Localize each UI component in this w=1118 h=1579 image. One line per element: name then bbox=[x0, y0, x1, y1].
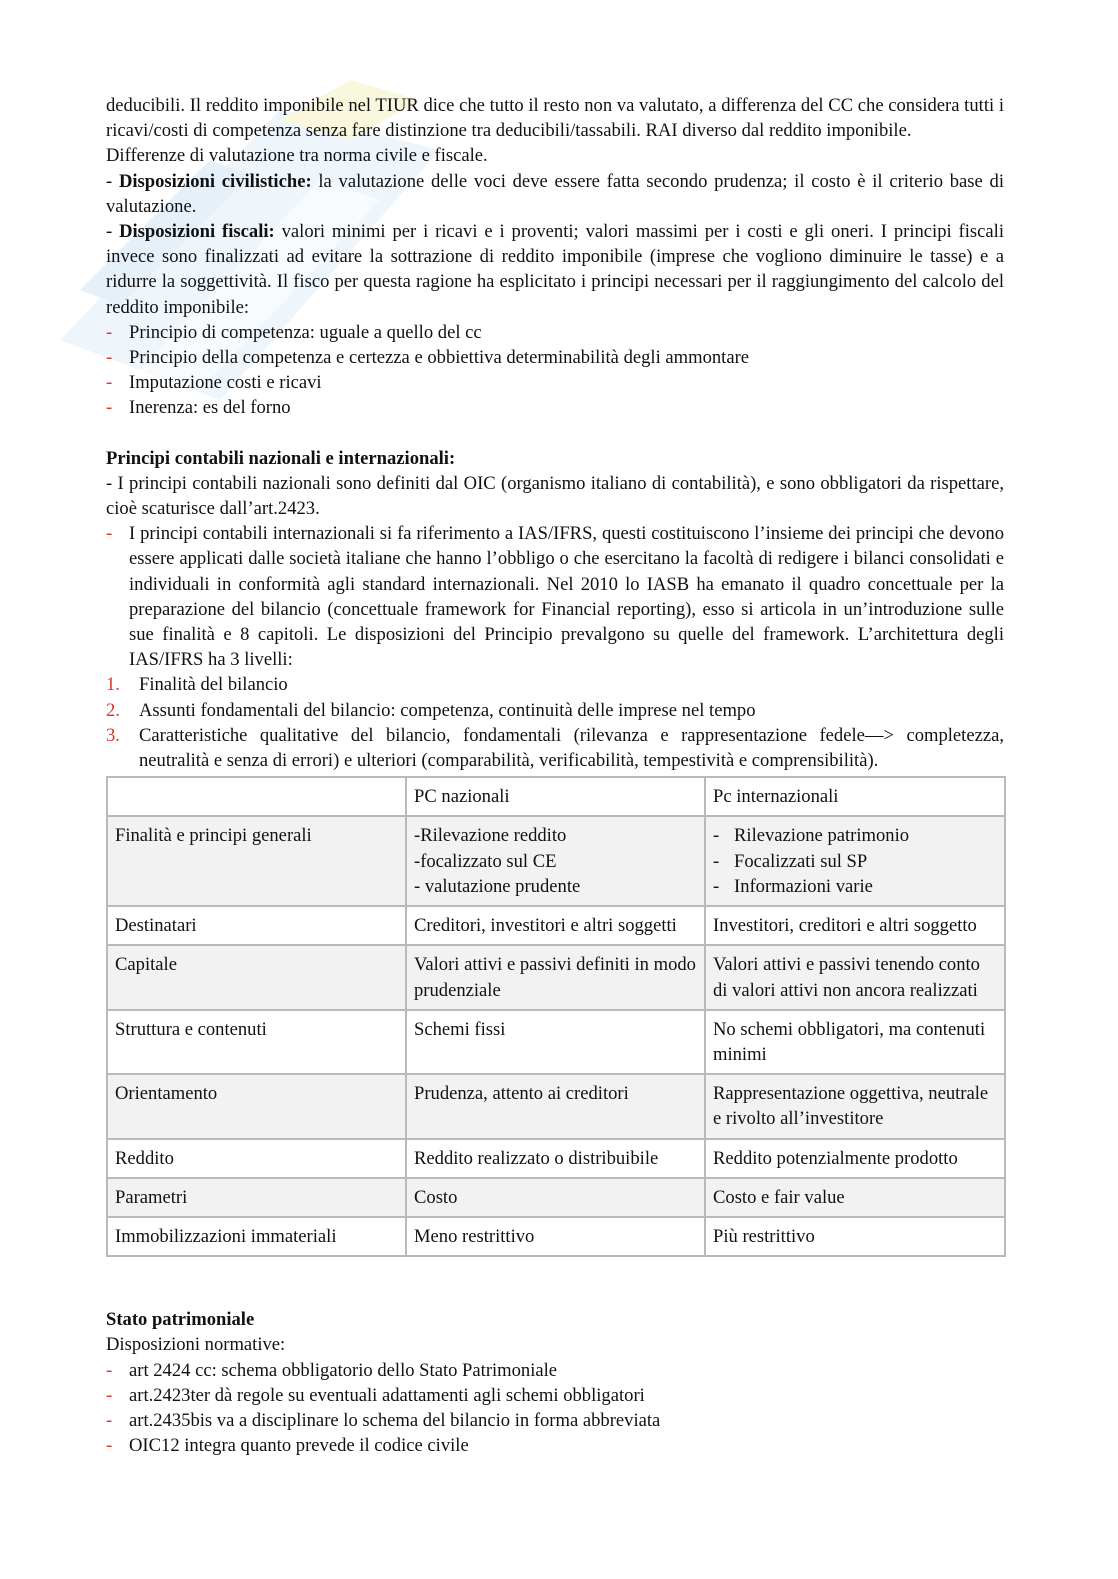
table-cell-internazionali bbox=[705, 816, 1005, 906]
disposizioni-civilistiche: - Disposizioni civilistiche: la valutazione delle voci deve essere fatta secondo prudenza; il costo è il criterio base di valutazione. bbox=[106, 170, 1004, 217]
list-item: - Imputazione costi e ricavi bbox=[106, 370, 1004, 395]
table-cell-label: Struttura e contenuti bbox=[107, 1010, 406, 1074]
disposizioni-fiscali-label: Disposizioni fiscali: bbox=[119, 221, 275, 243]
table-cell-label: Reddito bbox=[107, 1139, 406, 1178]
disposizioni-civilistiche-label: Disposizioni civilistiche: bbox=[118, 170, 312, 192]
disposizioni-fiscali-text: valori minimi per i ricavi e i proventi; valori massimi per i costi e gli oneri. I principi fiscali invece sono finalizzati ad evitare la sottrazione di reddito imponibile (imprese che vogliono diminuire le tasse) e a ridurre la soggettività. Il fisco per questa ragione ha esplicitato i principi necessari per il raggiungimento del calcolo del reddito imponibile: bbox=[106, 221, 1004, 318]
number-marker: 3. bbox=[106, 724, 120, 746]
livelli-list bbox=[106, 672, 1004, 773]
stato-patrimoniale-section bbox=[106, 1307, 1004, 1458]
intro-line: Differenze di valutazione tra norma civile e fiscale. bbox=[106, 145, 488, 167]
table-row bbox=[107, 945, 1005, 1009]
list-item: - Focalizzati sul SP bbox=[713, 850, 868, 872]
table-header-row bbox=[107, 777, 1005, 816]
dash-bullet: - bbox=[106, 372, 113, 394]
table-cell-label: Immobilizzazioni immateriali bbox=[107, 1217, 406, 1256]
dash-bullet: - bbox=[106, 1409, 113, 1431]
list-item: - art.2423ter dà regole su eventuali adattamenti agli schemi obbligatori bbox=[106, 1383, 1004, 1408]
table-cell-nazionali: Schemi fissi bbox=[406, 1010, 705, 1074]
table-row bbox=[107, 1074, 1005, 1138]
table-cell-internazionali: No schemi obbligatori, ma contenuti minimi bbox=[705, 1010, 1005, 1074]
table-cell-nazionali: Valori attivi e passivi definiti in modo prudenziale bbox=[406, 945, 705, 1009]
disposizioni-fiscali: - Disposizioni fiscali: valori minimi per i ricavi e i proventi; valori massimi per i costi e gli oneri. I principi fiscali invece sono finalizzati ad evitare la sottrazione di reddito imponibile (imprese che vogliono diminuire le tasse) e a ridurre la soggettività. Il fisco per questa ragione ha esplicitato i principi necessari per il raggiungimento del calcolo del reddito imponibile: bbox=[106, 221, 1004, 318]
table-row bbox=[107, 816, 1005, 906]
table-cell-internazionali: Reddito potenzialmente prodotto bbox=[705, 1139, 1005, 1178]
disposizioni-normative-label: Disposizioni normative: bbox=[106, 1334, 286, 1356]
dash-bullet: - bbox=[106, 1384, 113, 1406]
document-page bbox=[106, 93, 1004, 1458]
list-item: - Informazioni varie bbox=[713, 875, 873, 897]
list-item: - OIC12 integra quanto prevede il codice civile bbox=[106, 1433, 1004, 1458]
table-row bbox=[107, 1139, 1005, 1178]
table-row bbox=[107, 906, 1005, 945]
table-cell-label: Finalità e principi generali bbox=[107, 816, 406, 906]
dash-bullet: - bbox=[106, 347, 113, 369]
list-item: - Principio di competenza: uguale a quello del cc bbox=[106, 320, 1004, 345]
table-cell-label: Destinatari bbox=[107, 906, 406, 945]
table-cell-internazionali: Costo e fair value bbox=[705, 1178, 1005, 1217]
table-row bbox=[107, 1217, 1005, 1256]
table-cell-internazionali: Più restrittivo bbox=[705, 1217, 1005, 1256]
list-item: - I principi contabili internazionali si fa riferimento a IAS/IFRS, questi costituiscono l’insieme dei principi che devono essere applicati dalle società italiane che hanno l’obbligo o che esercitano la facoltà di redigere i bilanci consolidati e individuali in conformità agli standard internazionali. Nel 2010 lo IASB ha emanato il quadro concettuale per la preparazione del bilancio (concettuale framework for Financial reporting), esso si articola in un’introduzione sulle sue finalità e 8 capitoli. Le disposizioni del Principio prevalgono su quelle del framework. L’architettura degli IAS/IFRS ha 3 livelli: bbox=[106, 523, 1004, 671]
table-cell-label: Orientamento bbox=[107, 1074, 406, 1138]
number-marker: 2. bbox=[106, 699, 120, 721]
table-cell-nazionali: Meno restrittivo bbox=[406, 1217, 705, 1256]
list-item: - Inerenza: es del forno bbox=[106, 395, 1004, 420]
comparison-table bbox=[106, 776, 1006, 1257]
table-cell-internazionali: Investitori, creditori e altri soggetto bbox=[705, 906, 1005, 945]
dash-bullet: - bbox=[106, 397, 113, 419]
list-item: - art 2424 cc: schema obbligatorio dello Stato Patrimoniale bbox=[106, 1358, 1004, 1383]
table-row bbox=[107, 1010, 1005, 1074]
table-row bbox=[107, 1178, 1005, 1217]
list-item: 1. Finalità del bilancio bbox=[106, 672, 1004, 697]
dash-bullet: - bbox=[106, 1359, 113, 1381]
list-item: - Rilevazione patrimonio bbox=[713, 825, 910, 847]
dash-bullet: - bbox=[106, 523, 113, 545]
number-marker: 1. bbox=[106, 674, 120, 696]
principi-list bbox=[106, 320, 1004, 421]
list-item: - Principio della competenza e certezza e obbiettiva determinabilità degli ammontare bbox=[106, 345, 1004, 370]
table-cell-nazionali: Costo bbox=[406, 1178, 705, 1217]
dash-bullet: - bbox=[106, 321, 113, 343]
table-header-cell: Pc internazionali bbox=[705, 777, 1005, 816]
table-cell-internazionali: Valori attivi e passivi tenendo conto di valori attivi non ancora realizzati bbox=[705, 945, 1005, 1009]
table-cell-label: Capitale bbox=[107, 945, 406, 1009]
section-heading-principi: Principi contabili nazionali e internazionali: bbox=[106, 447, 456, 469]
table-header-cell: PC nazionali bbox=[406, 777, 705, 816]
principi-nazionali-paragraph: - I principi contabili nazionali sono definiti dal OIC (organismo italiano di contabilità), e sono obbligatori da rispettare, cioè scaturisce dall’art.2423. bbox=[106, 472, 1004, 520]
list-item: - art.2435bis va a disciplinare lo schema del bilancio in forma abbreviata bbox=[106, 1408, 1004, 1433]
dash-bullet: - bbox=[106, 1435, 113, 1457]
table-cell-nazionali: Reddito realizzato o distribuibile bbox=[406, 1139, 705, 1178]
disposizioni-civilistiche-text: la valutazione delle voci deve essere fatta secondo prudenza; il costo è il criterio base di valutazione. bbox=[106, 170, 1004, 217]
table-cell-nazionali: Creditori, investitori e altri soggetti bbox=[406, 906, 705, 945]
table-cell-label: Parametri bbox=[107, 1178, 406, 1217]
principi-internazionali-list bbox=[106, 521, 1004, 672]
table-cell-nazionali: -Rilevazione reddito -focalizzato sul CE - valutazione prudente bbox=[406, 816, 705, 906]
table-cell-internazionali: Rappresentazione oggettiva, neutrale e rivolto all’investitore bbox=[705, 1074, 1005, 1138]
table-header-cell bbox=[107, 777, 406, 816]
list-item: 2. Assunti fondamentali del bilancio: competenza, continuità delle imprese nel tempo bbox=[106, 698, 1004, 723]
intro-paragraph: deducibili. Il reddito imponibile nel TIUR dice che tutto il resto non va valutato, a differenza del CC che considera tutti i ricavi/costi di competenza senza fare distinzione tra deducibili/tassabili. RAI diverso dal reddito imponibile. bbox=[106, 95, 1004, 142]
table-cell-nazionali: Prudenza, attento ai creditori bbox=[406, 1074, 705, 1138]
section-heading-stato-patrimoniale: Stato patrimoniale bbox=[106, 1309, 255, 1331]
list-item: 3. Caratteristiche qualitative del bilancio, fondamentali (rilevanza e rappresentazione fedele—> completezza, neutralità e senza di errori) e ulteriori (comparabilità, verificabilità, tempestività e comprensibilità). bbox=[106, 724, 1004, 772]
stato-patrimoniale-list bbox=[106, 1358, 1004, 1459]
